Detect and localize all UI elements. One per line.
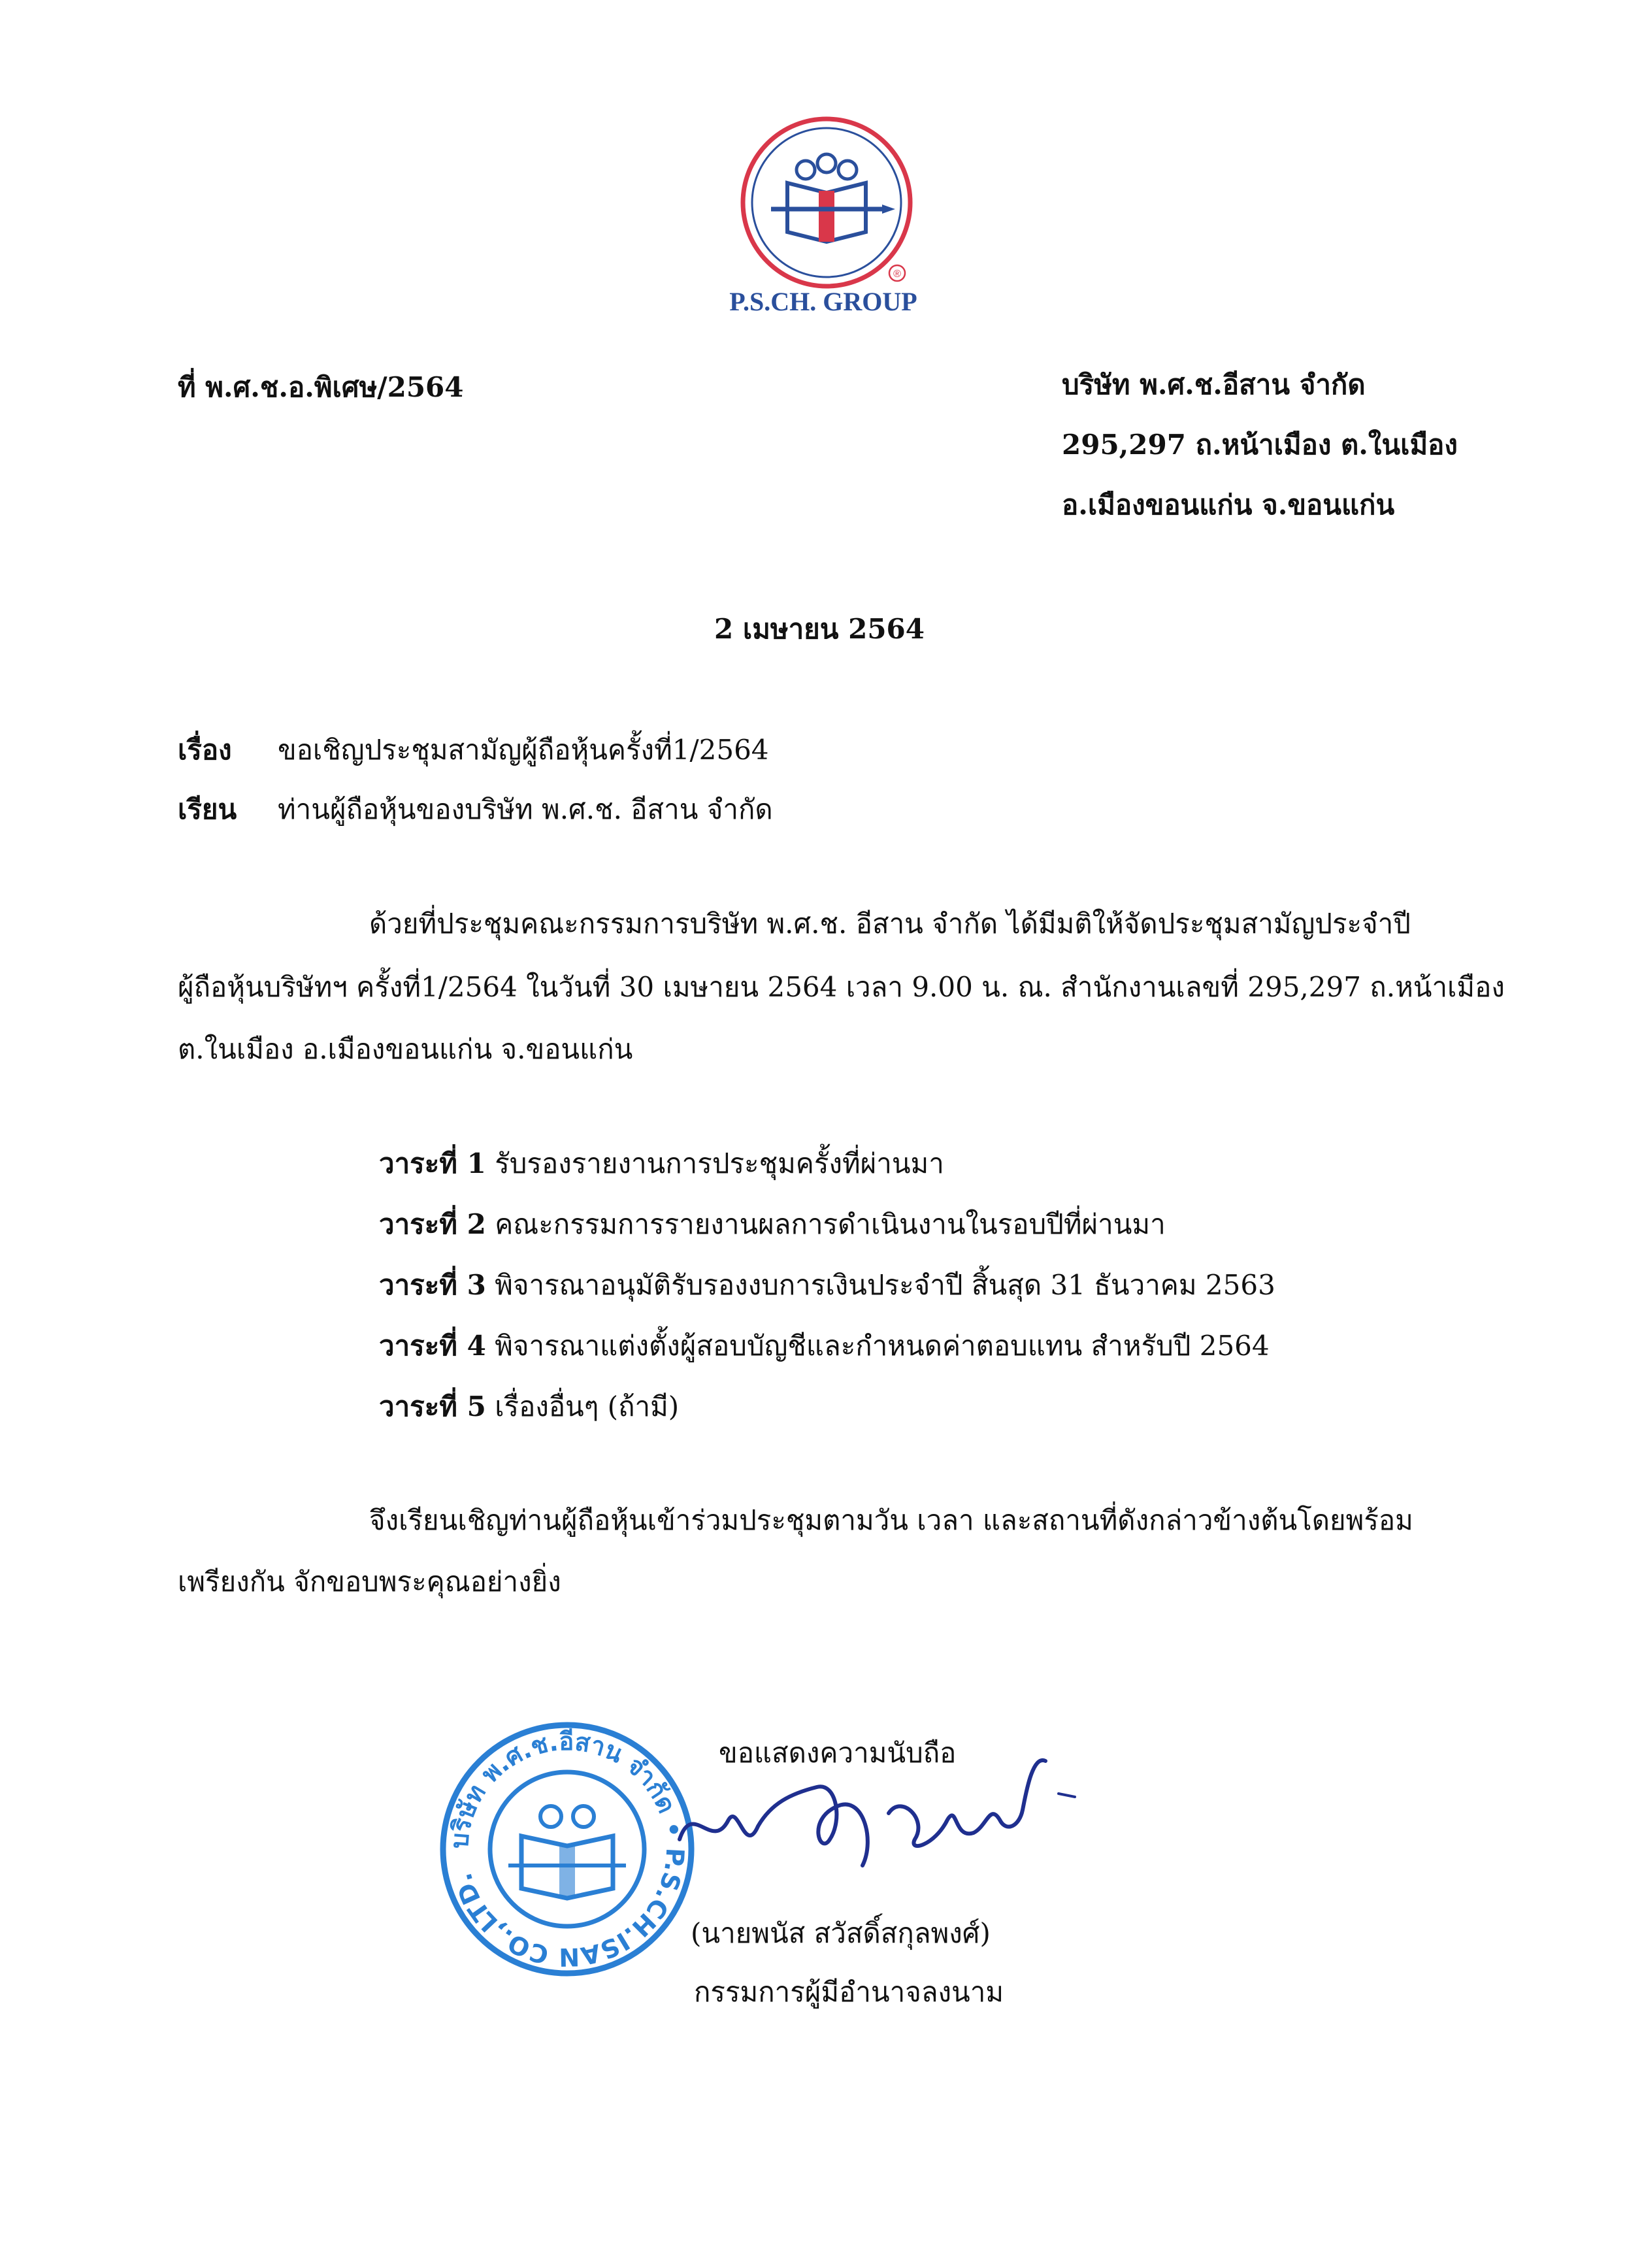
company-address-line2: อ.เมืองขอนแก่น จ.ขอนแก่น	[1062, 489, 1395, 521]
agenda-text: พิจารณาอนุมัติรับรองงบการเงินประจำปี สิ้นสุด 31 ธันวาคม 2563	[495, 1269, 1275, 1301]
company-address-line1: 295,297 ถ.หน้าเมือง ต.ในเมือง	[1062, 429, 1458, 461]
subject-label: เรื่อง	[178, 734, 232, 766]
subject-text: ขอเชิญประชุมสามัญผู้ถือหุ้นครั้งที่1/2564	[278, 734, 769, 766]
agenda-label: วาระที่ 2	[379, 1208, 486, 1240]
agenda-text: คณะกรรมการรายงานผลการดำเนินงานในรอบปีที่ผ่านมา	[495, 1208, 1166, 1240]
agenda-label: วาระที่ 3	[379, 1269, 486, 1301]
agenda-item	[379, 1147, 944, 1179]
closing-line1: จึงเรียนเชิญท่านผู้ถือหุ้นเข้าร่วมประชุมตามวัน เวลา และสถานที่ดังกล่าวข้างต้นโดยพร้อม	[369, 1504, 1413, 1536]
signatory-name: (นายพนัส สวัสดิ์สกุลพงศ์)	[691, 1917, 991, 1949]
regards-text: ขอแสดงความนับถือ	[719, 1737, 957, 1769]
agenda-item	[379, 1332, 1270, 1360]
body-paragraph-line2: ผู้ถือหุ้นบริษัทฯ ครั้งที่1/2564 ในวันที่ 30 เมษายน 2564 เวลา 9.00 น. ณ. สำนักงานเลขที่ 295,297 ถ.หน้าเมือง	[178, 971, 1505, 1003]
registered-mark: ®	[893, 269, 901, 280]
signatory-title: กรรมการผู้มีอำนาจลงนาม	[694, 1976, 1004, 2008]
agenda-item	[379, 1390, 680, 1422]
agenda-text: รับรองรายงานการประชุมครั้งที่ผ่านมา	[495, 1147, 944, 1179]
recipient-label: เรียน	[178, 793, 237, 825]
agenda-text: พิจารณาแต่งตั้งผู้สอบบัญชีและกำหนดค่าตอบแทน สำหรับปี 2564	[495, 1330, 1270, 1362]
reference-number: ที่ พ.ศ.ช.อ.พิเศษ/2564	[178, 371, 464, 403]
agenda-text: เรื่องอื่นๆ (ถ้ามี)	[495, 1390, 680, 1422]
company-name: บริษัท พ.ศ.ช.อีสาน จำกัด	[1062, 369, 1366, 401]
company-seal-stamp	[436, 1718, 698, 1980]
letter-date: 2 เมษายน 2564	[714, 613, 925, 645]
handwritten-signature	[666, 1737, 1085, 1892]
closing-line2: เพรียงกัน จักขอบพระคุณอย่างยิ่ง	[178, 1566, 561, 1598]
agenda-item	[379, 1208, 1166, 1240]
agenda-item	[379, 1269, 1275, 1301]
body-paragraph-line1: ด้วยที่ประชุมคณะกรรมการบริษัท พ.ศ.ช. อีสาน จำกัด ได้มีมติให้จัดประชุมสามัญประจำปี	[369, 908, 1411, 940]
agenda-label: วาระที่ 4	[379, 1330, 486, 1362]
svg-text:บริษัท พ.ศ.ช.อีสาน จำกัด • P.S: บริษัท พ.ศ.ช.อีสาน จำกัด • P.S.CH.ISAN CO.,LTD.	[444, 1726, 690, 1972]
company-logo	[735, 111, 918, 294]
agenda-label: วาระที่ 1	[379, 1147, 486, 1179]
agenda-label: วาระที่ 5	[379, 1390, 486, 1422]
brand-name: P.S.CH. GROUP	[729, 287, 917, 316]
body-paragraph-line3: ต.ในเมือง อ.เมืองขอนแก่น จ.ขอนแก่น	[178, 1033, 633, 1065]
recipient-text: ท่านผู้ถือหุ้นของบริษัท พ.ศ.ช. อีสาน จำกัด	[278, 793, 773, 825]
